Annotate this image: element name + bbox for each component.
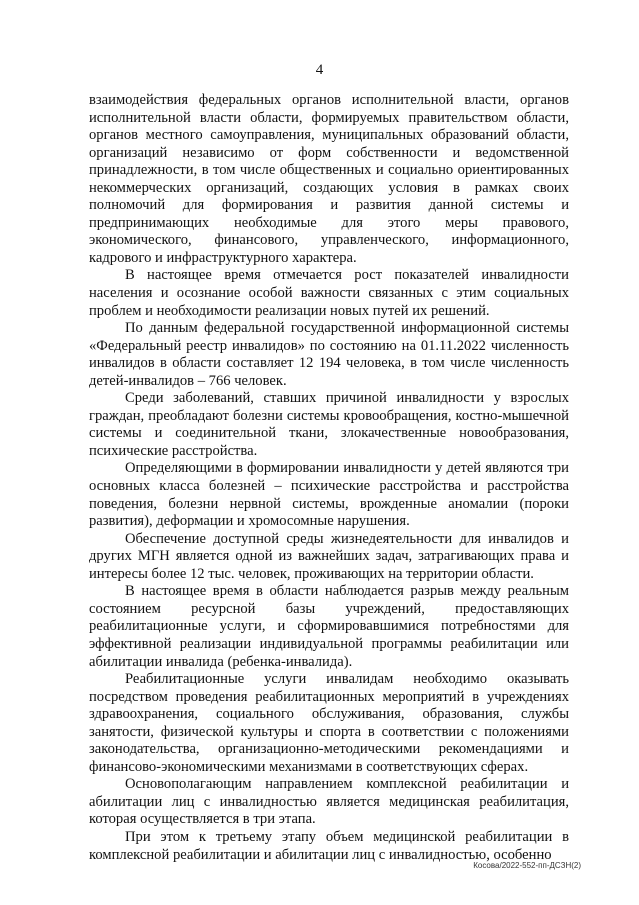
document-body — [89, 92, 569, 864]
paragraph: взаимодействия федеральных органов исполнительной власти, органов исполнительной власти области, формируемых правительством области, органов местного самоуправления, муниципальных образований области, организаций независимо от форм собственности и ведомственной принадлежности, в том числе общественных и социально ориентированных некоммерческих организаций, создающих условия в рамках своих полномочий для формирования и развития данной системы и предпринимающих необходимые для этого меры правового, экономического, финансового, управленческого, информационного, кадрового и инфраструктурного характера. — [89, 92, 569, 266]
paragraph: Основополагающим направлением комплексной реабилитации и абилитации лиц с инвалидностью является медицинская реабилитация, которая осуществляется в три этапа. — [89, 776, 569, 828]
paragraph: По данным федеральной государственной информационной системы «Федеральный реестр инвалидов» по состоянию на 01.11.2022 численность инвалидов в области составляет 12 194 человека, в том числе численность детей-инвалидов – 766 человек. — [89, 320, 569, 389]
page-number: 4 — [315, 62, 324, 78]
document-code: Косова/2022-552-пп-ДСЗН(2) — [473, 861, 581, 870]
paragraph: Реабилитационные услуги инвалидам необходимо оказывать посредством проведения реабилитационных мероприятий в учреждениях здравоохранения, социального обслуживания, образования, службы занятости, физической культуры и спорта в соответствии с положениями законодательства, организационно-методическими рекомендациями и финансово-экономическими механизмами в соответствующих сферах. — [89, 671, 569, 775]
paragraph: Среди заболеваний, ставших причиной инвалидности у взрослых граждан, преобладают болезни системы кровообращения, костно-мышечной системы и соединительной ткани, злокачественные новообразования, психические расстройства. — [89, 390, 569, 459]
paragraph: При этом к третьему этапу объем медицинской реабилитации в комплексной реабилитации и абилитации лиц с инвалидностью, особенно — [89, 828, 569, 863]
paragraph: В настоящее время в области наблюдается разрыв между реальным состоянием ресурсной базы учреждений, предоставляющих реабилитационные услуги, и сформировавшимися потребностями для эффективной реализации индивидуальной программы реабилитации или абилитации инвалида (ребенка-инвалида). — [89, 583, 569, 670]
paragraph: Определяющими в формировании инвалидности у детей являются три основных класса болезней – психические расстройства и расстройства поведения, болезни нервной системы, врожденные аномалии (пороки развития), деформации и хромосомные нарушения. — [89, 460, 569, 530]
paragraph: В настоящее время отмечается рост показателей инвалидности населения и осознание особой важности связанных с этим социальных проблем и необходимости реализации новых путей их решений. — [89, 267, 569, 319]
paragraph: Обеспечение доступной среды жизнедеятельности для инвалидов и других МГН является одной из важнейших задач, затрагивающих права и интересы более 12 тыс. человек, проживающих на территории области. — [89, 530, 569, 582]
